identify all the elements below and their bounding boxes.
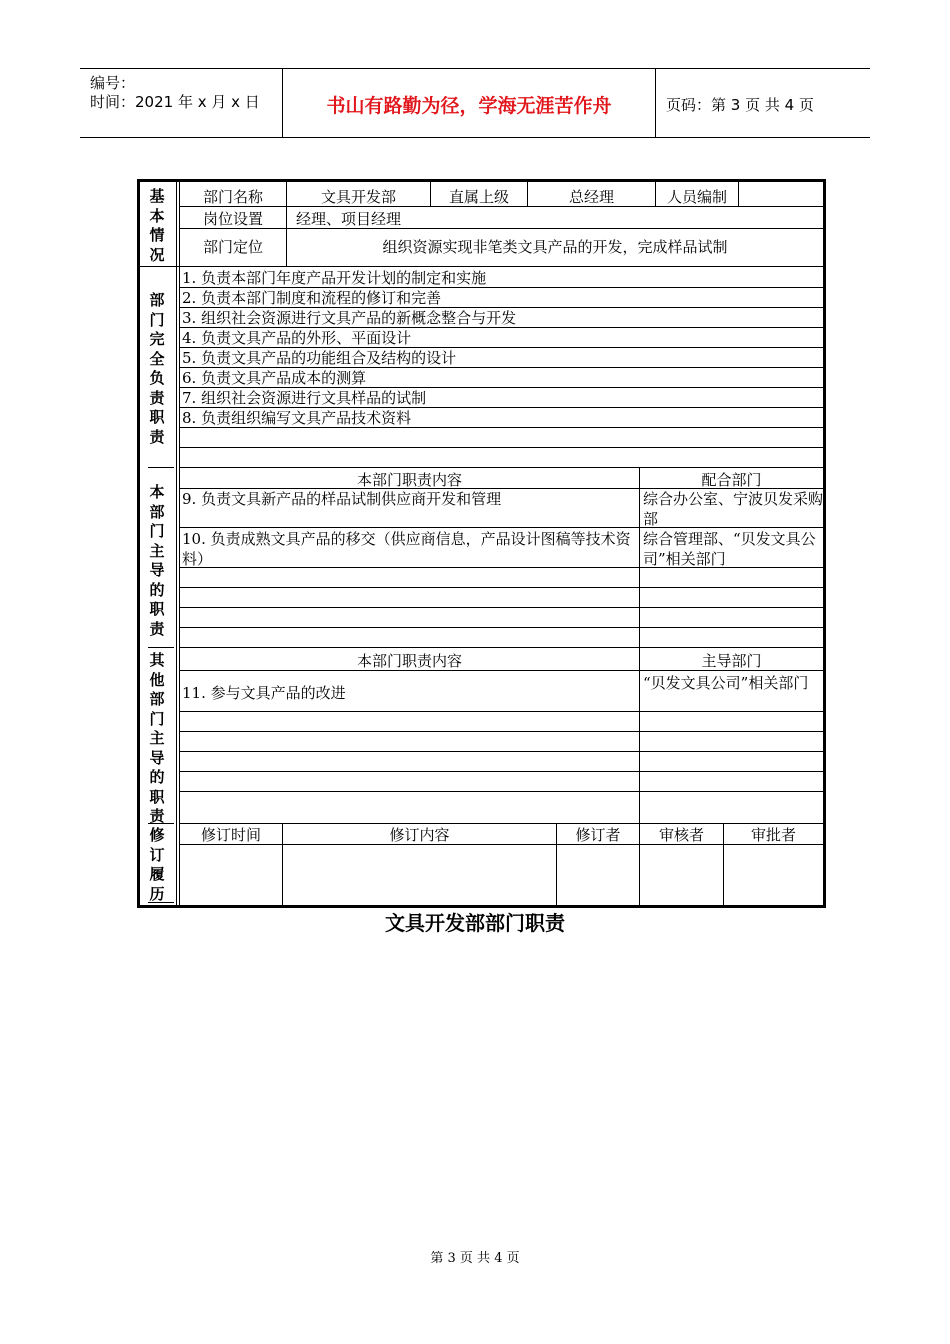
revision-col-reviser: 修订者 — [575, 826, 621, 844]
section-revision-label: 修订履历 — [149, 826, 165, 903]
dept-name-label: 部门名称 — [202, 188, 263, 206]
page-footer: 第 3 页 共 4 页 — [430, 1251, 520, 1266]
positions-value: 经理、项目经理 — [296, 210, 402, 228]
dept-name-value: 文具开发部 — [320, 188, 396, 206]
revision-col-content: 修订内容 — [389, 826, 450, 844]
full-duty-item: 4. 负责文具产品的外形、平面设计 — [182, 329, 412, 347]
header-motto: 书山有路勤为径，学海无涯苦作舟 — [326, 95, 612, 117]
lead-duty-content: 9. 负责文具新产品的样品试制供应商开发和管理 — [182, 490, 502, 508]
lead-duty-content: 10. 负责成熟文具产品的移交（供应商信息，产品设计图稿等技术资料） — [182, 530, 631, 568]
other-col-lead-header: 主导部门 — [701, 652, 762, 670]
revision-col-time: 修订时间 — [200, 826, 261, 844]
doc-number-label: 编号： — [90, 74, 136, 92]
section-other-duties-label: 其他部门主导的职责 — [149, 651, 165, 825]
header-motto-cell — [282, 69, 656, 137]
full-duty-item: 7. 组织社会资源进行文具样品的试制 — [182, 389, 427, 407]
lead-duty-partner: 综合办公室、宁波贝发采购部 — [643, 490, 824, 528]
superior-label: 直属上级 — [448, 188, 509, 206]
superior-value: 总经理 — [568, 188, 614, 206]
positions-label: 岗位设置 — [202, 210, 263, 228]
full-duty-item: 6. 负责文具产品成本的测算 — [182, 369, 367, 387]
positioning-label: 部门定位 — [202, 238, 263, 256]
lead-col-content-header: 本部门职责内容 — [356, 471, 462, 489]
header-meta-cell — [80, 69, 282, 137]
full-duty-item: 2. 负责本部门制度和流程的修订和完善 — [182, 289, 442, 307]
header-page-number: 页码：第 3 页 共 4 页 — [666, 96, 814, 114]
full-duty-item: 1. 负责本部门年度产品开发计划的制定和实施 — [182, 269, 487, 287]
section-lead-duties-label: 本部门主导的职责 — [149, 483, 165, 638]
staffing-label: 人员编制 — [666, 188, 727, 206]
section-basic-info-label: 基本情况 — [149, 187, 165, 264]
document-title: 文具开发部部门职责 — [385, 911, 565, 935]
duties-table — [137, 179, 826, 908]
revision-col-auditor: 审核者 — [658, 826, 704, 844]
lead-col-partner-header: 配合部门 — [701, 471, 762, 489]
lead-duty-partner: 综合管理部、“贝发文具公司”相关部门 — [643, 530, 816, 568]
other-col-content-header: 本部门职责内容 — [356, 652, 462, 670]
other-duty-lead: “贝发文具公司”相关部门 — [643, 674, 809, 692]
doc-date-label: 时间：2021 年 x 月 x 日 — [90, 93, 260, 111]
full-duty-item: 8. 负责组织编写文具产品技术资料 — [182, 409, 412, 427]
full-duty-item: 3. 组织社会资源进行文具产品的新概念整合与开发 — [182, 309, 517, 327]
page-header — [80, 68, 870, 138]
section-full-duties-label: 部门完全负责职责 — [149, 291, 165, 446]
revision-col-approver: 审批者 — [750, 826, 796, 844]
full-duty-item: 5. 负责文具产品的功能组合及结构的设计 — [182, 349, 457, 367]
header-page-cell — [656, 69, 870, 137]
other-duty-content: 11. 参与文具产品的改进 — [182, 684, 346, 702]
positioning-value: 组织资源实现非笔类文具产品的开发，完成样品试制 — [382, 238, 728, 256]
